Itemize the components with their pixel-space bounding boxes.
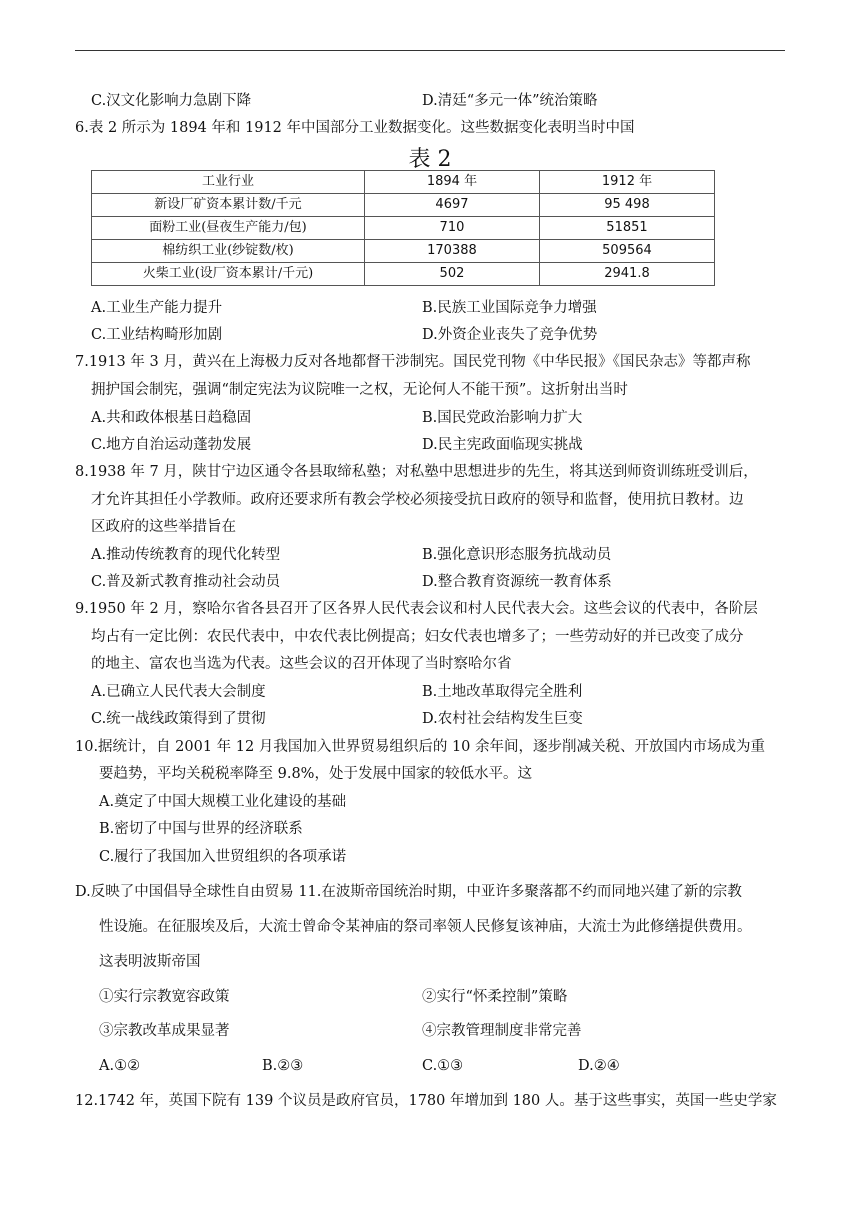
- q10-stem-line-1: 10.据统计，自 2001 年 12 月我国加入世界贸易组织后的 10 余年间，逐步削减关税、开放国内市场成为重: [75, 739, 766, 755]
- q7-option-a: A.共和政体根基日趋稳固: [91, 410, 252, 426]
- q8-stem-line-3: 区政府的这些举措旨在: [91, 519, 236, 535]
- q8-option-d: D.整合教育资源统一教育体系: [422, 574, 612, 590]
- q7-option-b: B.国民党政治影响力扩大: [422, 410, 583, 426]
- q11-statement-3: ③宗教改革成果显著: [99, 1023, 230, 1039]
- table-cell: 95 498: [539, 194, 714, 217]
- table-header-cell: 工业行业: [92, 171, 365, 194]
- q6-option-d: D.外资企业丧失了竞争优势: [422, 327, 598, 343]
- table-cell: 棉纺织工业(纱锭数/枚): [92, 240, 365, 263]
- q12-stem-line-1: 12.1742 年，英国下院有 139 个议员是政府官员，1780 年增加到 180 人。基于这些事实，英国一些史学家: [75, 1093, 777, 1109]
- q7-stem-line-2: 拥护国会制宪，强调“制定宪法为议院唯一之权，无论何人不能干预”。这折射出当时: [91, 382, 628, 398]
- q7-option-d: D.民主宪政面临现实挑战: [422, 437, 583, 453]
- table-cell: 170388: [364, 240, 539, 263]
- q9-option-c: C.统一战线政策得到了贯彻: [91, 711, 266, 727]
- q11-option-b: B.②③: [262, 1058, 304, 1074]
- q9-stem-line-2: 均占有一定比例：农民代表中，中农代表比例提高；妇女代表也增多了；一些劳动好的并已改变了成分: [91, 629, 744, 645]
- table-cell: 4697: [364, 194, 539, 217]
- q10-option-d-and-q11-stem: D.反映了中国倡导全球性自由贸易 11.在波斯帝国统治时期，中亚许多聚落都不约而同地兴建了新的宗教: [75, 884, 742, 900]
- q10-stem-line-2: 要趋势，平均关税税率降至 9.8%，处于发展中国家的较低水平。这: [99, 766, 532, 782]
- q11-option-c: C.①③: [422, 1058, 464, 1074]
- q11-statement-4: ④宗教管理制度非常完善: [422, 1023, 582, 1039]
- q10-option-c: C.履行了我国加入世贸组织的各项承诺: [99, 849, 347, 865]
- table-cell: 502: [364, 263, 539, 286]
- table-cell: 火柴工业(设厂资本累计/千元): [92, 263, 365, 286]
- table-header-row: [92, 171, 715, 194]
- q6-option-a: A.工业生产能力提升: [91, 300, 223, 316]
- table-row: [92, 240, 715, 263]
- q8-option-b: B.强化意识形态服务抗战动员: [422, 547, 612, 563]
- q9-option-a: A.已确立人民代表大会制度: [91, 684, 266, 700]
- q6-option-b: B.民族工业国际竞争力增强: [422, 300, 597, 316]
- q11-statement-1: ①实行宗教宽容政策: [99, 989, 230, 1005]
- q5-option-d: D.清廷“多元一体”统治策略: [422, 93, 598, 109]
- table-cell: 710: [364, 217, 539, 240]
- q8-stem-line-1: 8.1938 年 7 月，陕甘宁边区通令各县取缔私塾；对私塾中思想进步的先生，将其送到师资训练班受训后，: [75, 464, 758, 480]
- q11-stem-line-2: 性设施。在征服埃及后，大流士曾命令某神庙的祭司率领人民修复该神庙，大流士为此修缮提供费用。: [99, 919, 752, 935]
- q9-stem-line-1: 9.1950 年 2 月，察哈尔省各县召开了区各界人民代表会议和村人民代表大会。这些会议的代表中，各阶层: [75, 601, 758, 617]
- q7-option-c: C.地方自治运动蓬勃发展: [91, 437, 252, 453]
- table-cell: 面粉工业(昼夜生产能力/包): [92, 217, 365, 240]
- q8-option-c: C.普及新式教育推动社会动员: [91, 574, 281, 590]
- header-rule: [75, 50, 785, 51]
- q10-option-a: A.奠定了中国大规模工业化建设的基础: [99, 794, 347, 810]
- q8-stem-line-2: 才允许其担任小学教师。政府还要求所有教会学校必须接受抗日政府的领导和监督，使用抗日教材。边: [91, 492, 744, 508]
- table-cell: 新设厂矿资本累计数/千元: [92, 194, 365, 217]
- table-header-cell: 1894 年: [364, 171, 539, 194]
- table-row: [92, 263, 715, 286]
- q11-option-a: A.①②: [99, 1058, 141, 1074]
- table-row: [92, 217, 715, 240]
- table-cell: 2941.8: [539, 263, 714, 286]
- q10-option-b: B.密切了中国与世界的经济联系: [99, 821, 303, 837]
- table-row: [92, 194, 715, 217]
- table-title: 表 2: [408, 147, 452, 172]
- q8-option-a: A.推动传统教育的现代化转型: [91, 547, 281, 563]
- table-cell: 509564: [539, 240, 714, 263]
- table-header-cell: 1912 年: [539, 171, 714, 194]
- q6-option-c: C.工业结构畸形加剧: [91, 327, 223, 343]
- q11-statement-2: ②实行“怀柔控制”策略: [422, 989, 568, 1005]
- q9-stem-line-3: 的地主、富农也当选为代表。这些会议的召开体现了当时察哈尔省: [91, 656, 512, 672]
- q11-option-d: D.②④: [578, 1058, 620, 1074]
- table-cell: 51851: [539, 217, 714, 240]
- q5-option-c: C.汉文化影响力急剧下降: [91, 93, 252, 109]
- q6-stem: 6.表 2 所示为 1894 年和 1912 年中国部分工业数据变化。这些数据变化表明当时中国: [75, 120, 635, 136]
- q9-option-b: B.土地改革取得完全胜利: [422, 684, 583, 700]
- q11-stem-line-3: 这表明波斯帝国: [99, 954, 201, 970]
- q9-option-d: D.农村社会结构发生巨变: [422, 711, 583, 727]
- industry-data-table: [91, 170, 715, 286]
- q7-stem-line-1: 7.1913 年 3 月，黄兴在上海极力反对各地都督干涉制宪。国民党刊物《中华民报》《国民杂志》等都声称: [75, 354, 751, 370]
